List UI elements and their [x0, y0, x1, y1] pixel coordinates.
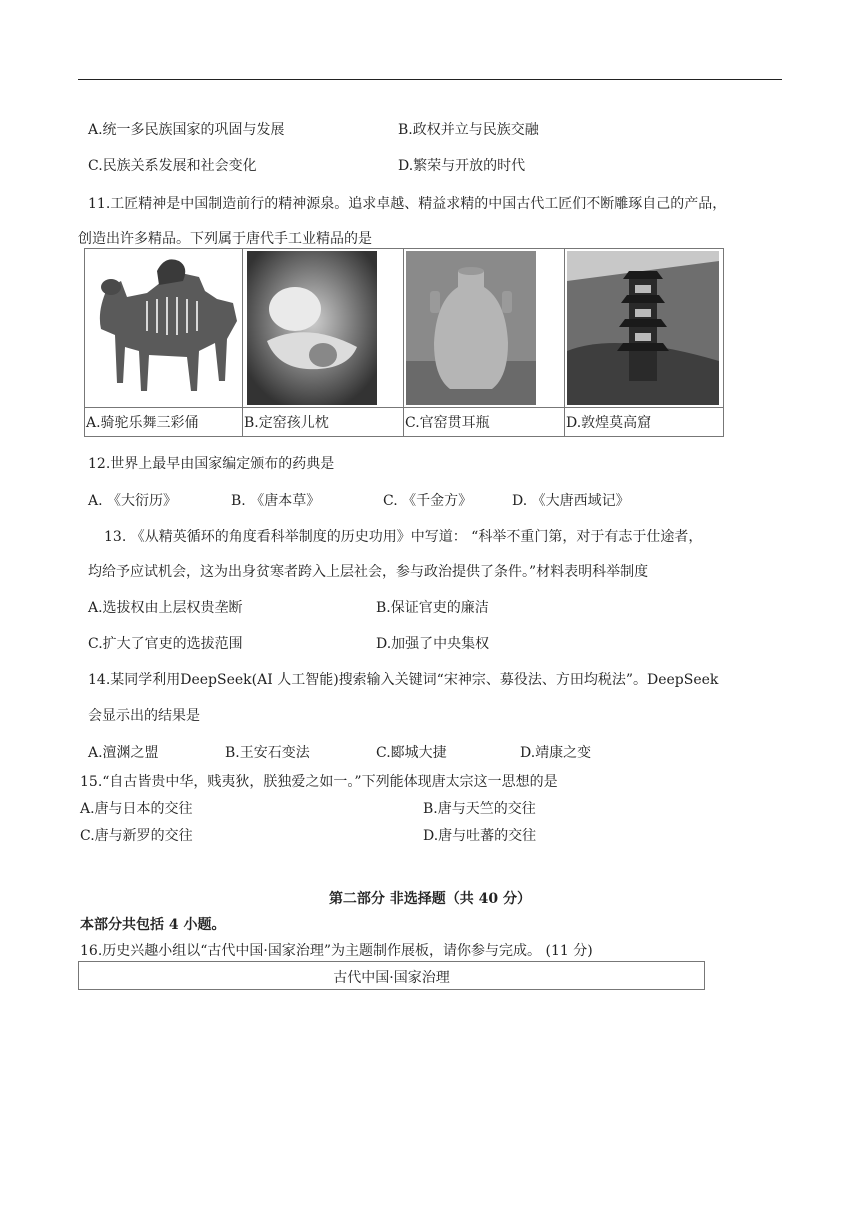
camel-figurine-photo-icon: [87, 251, 239, 405]
header-rule: [78, 79, 782, 80]
q15-option-b: B.唐与天竺的交往: [423, 801, 536, 817]
q11-cell-b: [243, 249, 404, 436]
child-pillow-photo-icon: [247, 251, 377, 405]
q14-option-d: D.靖康之变: [520, 745, 592, 761]
q15-stem: 15.“自古皆贵中华，贱夷狄，朕独爱之如一。”下列能体现唐太宗这一思想的是: [80, 774, 558, 790]
q15-option-d: D.唐与吐蕃的交往: [423, 828, 537, 844]
q14-stem-line1: 14.某同学利用DeepSeek(AI 人工智能)搜索输入关键词“宋神宗、募役法、方田均税法”。DeepSeek: [88, 672, 719, 688]
q10-option-a: A.统一多民族国家的巩固与发展: [88, 122, 285, 138]
q11-caption-b: B.定窑孩儿枕: [244, 415, 329, 431]
q12-stem: 12.世界上最早由国家编定颁布的药典是: [88, 456, 335, 472]
part2-note: 本部分共包括 4 小题。: [80, 917, 226, 933]
q11-stem-line2: 创造出许多精品。下列属于唐代手工业精品的是: [78, 231, 372, 247]
part2-heading: 第二部分 非选择题（共 40 分）: [328, 891, 532, 907]
q11-cell-d: [565, 249, 723, 436]
q10-option-d: D.繁荣与开放的时代: [398, 158, 526, 174]
q11-caption-d: D.敦煌莫高窟: [566, 415, 652, 431]
q12-option-b: B. 《唐本草》: [231, 493, 321, 509]
vase-photo-icon: [406, 251, 536, 405]
q12-option-d: D. 《大唐西域记》: [512, 493, 630, 509]
q10-option-b: B.政权并立与民族交融: [398, 122, 539, 138]
q16-board-box: [78, 961, 705, 990]
q15-option-c: C.唐与新罗的交往: [80, 828, 193, 844]
q14-stem-line2: 会显示出的结果是: [88, 708, 200, 724]
q16-stem: 16.历史兴趣小组以“古代中国·国家治理”为主题制作展板，请你参与完成。 (11 分): [80, 943, 593, 959]
q11-cell-c: [404, 249, 565, 436]
q15-option-a: A.唐与日本的交往: [80, 801, 193, 817]
q11-caption-c: C.官窑贯耳瓶: [405, 415, 490, 431]
q14-option-b: B.王安石变法: [225, 745, 310, 761]
q14-option-c: C.郾城大捷: [376, 745, 447, 761]
q11-image-table: [84, 248, 724, 437]
q13-stem-line2: 均给予应试机会，这为出身贫寒者跨入上层社会，参与政治提供了条件。”材料表明科举制度: [88, 564, 649, 580]
q13-stem-line1: 13. 《从精英循环的角度看科举制度的历史功用》中写道： “科举不重门第，对于有志于仕途者，: [104, 529, 703, 545]
q13-option-d: D.加强了中央集权: [376, 636, 490, 652]
q11-caption-a: A.骑驼乐舞三彩俑: [86, 415, 199, 431]
q12-option-c: C. 《千金方》: [383, 493, 473, 509]
q12-option-a: A. 《大衍历》: [88, 493, 178, 509]
q13-option-a: A.选拔权由上层权贵垄断: [88, 600, 243, 616]
q13-option-c: C.扩大了官吏的选拔范围: [88, 636, 243, 652]
q11-stem-line1: 11.工匠精神是中国制造前行的精神源泉。追求卓越、精益求精的中国古代工匠们不断雕琢自己的产品，: [88, 196, 727, 212]
mogao-grotto-photo-icon: [567, 251, 719, 405]
q10-option-c: C.民族关系发展和社会变化: [88, 158, 257, 174]
q13-option-b: B.保证官吏的廉洁: [376, 600, 489, 616]
q11-cell-a: [85, 249, 243, 436]
q14-option-a: A.澶渊之盟: [88, 745, 159, 761]
q16-board-title: 古代中国·国家治理: [333, 970, 450, 986]
